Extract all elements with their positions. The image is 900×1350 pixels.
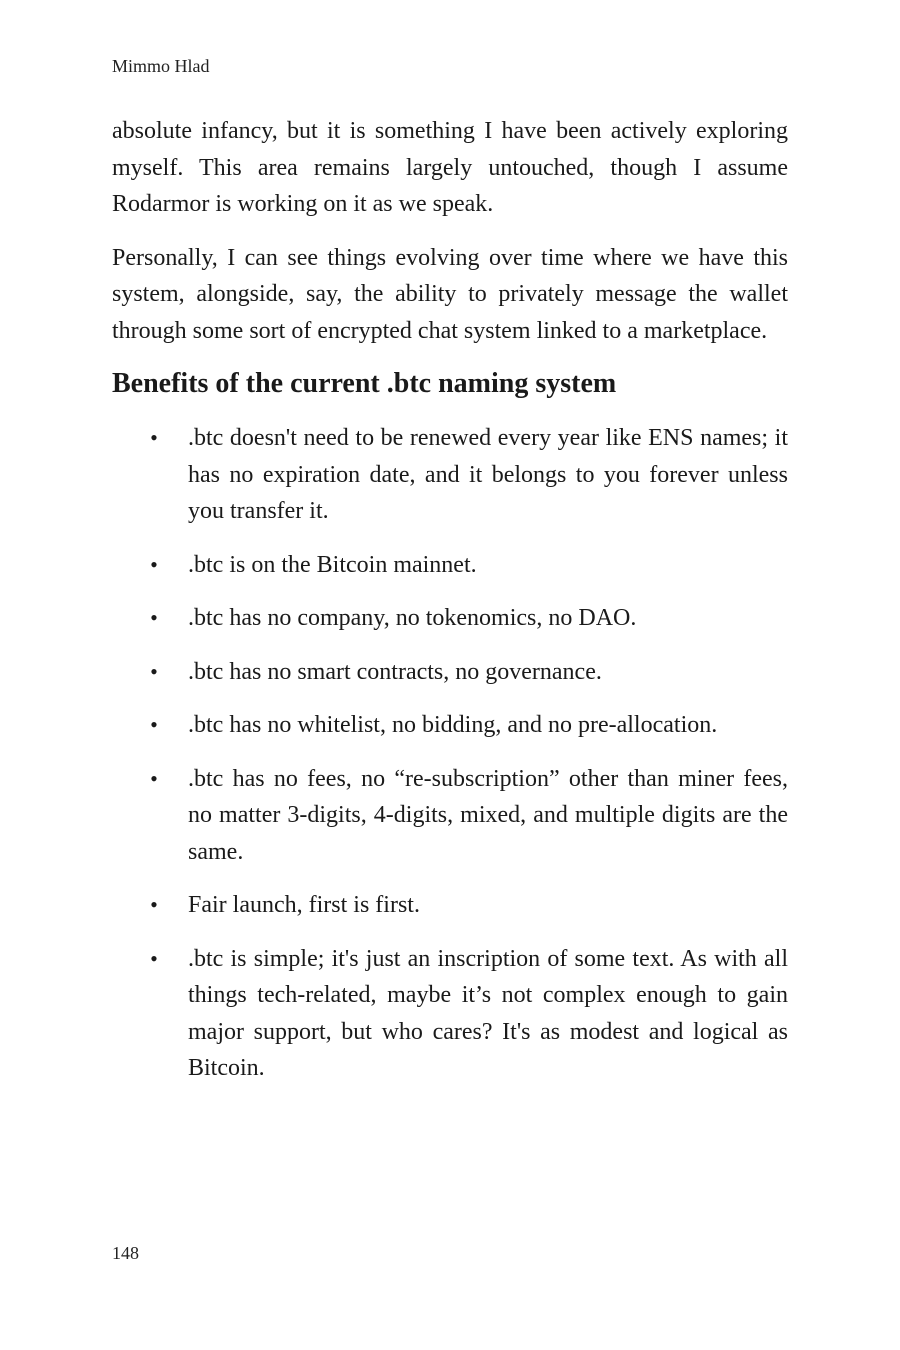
list-item (112, 761, 788, 871)
bullet-icon: • (150, 945, 158, 971)
bullet-icon: • (150, 551, 158, 577)
list-item (112, 707, 788, 744)
page-number: 148 (112, 1243, 139, 1263)
list-item-text: Fair launch, first is first. (188, 892, 420, 918)
section-heading: Benefits of the current .btc naming system (112, 368, 617, 399)
bullet-icon: • (150, 605, 158, 630)
bullet-list (112, 420, 788, 1087)
list-item-text: .btc is on the Bitcoin mainnet. (188, 551, 477, 578)
paragraph: Personally, I can see things evolving over time where we have this system, alongside, say, the ability to privately message the wallet through some sort of encrypted chat system linked to a marketplace. (112, 244, 788, 344)
running-head-author: Mimmo Hlad (112, 56, 210, 76)
list-item-text: .btc has no smart contracts, no governance. (188, 658, 602, 685)
list-item-text: .btc is simple; it's just an inscription of some text. As with all things tech-related, maybe it’s not complex enough to gain major support, but who cares? It's as modest and logical as Bitcoin. (188, 945, 788, 1081)
bullet-icon: • (150, 425, 158, 450)
list-item (112, 654, 788, 691)
bullet-icon: • (150, 765, 158, 791)
list-item (112, 887, 788, 924)
page-content (112, 113, 788, 1104)
list-item-text: .btc has no whitelist, no bidding, and no pre-allocation. (188, 712, 718, 738)
bullet-icon: • (150, 892, 158, 917)
list-item (112, 547, 788, 584)
list-item (112, 941, 788, 1087)
list-item (112, 420, 788, 530)
list-item (112, 600, 788, 637)
list-item-text: .btc has no company, no tokenomics, no DAO. (188, 605, 637, 631)
bullet-icon: • (150, 712, 158, 737)
paragraph: absolute infancy, but it is something I have been actively exploring myself. This area remains largely untouched, though I assume Rodarmor is working on it as we speak. (112, 118, 788, 217)
list-item-text: .btc has no fees, no “re-subscription” other than miner fees, no matter 3-digits, 4-digits, mixed, and multiple digits are the same. (188, 765, 788, 865)
bullet-icon: • (150, 658, 158, 684)
list-item-text: .btc doesn't need to be renewed every year like ENS names; it has no expiration date, and it belongs to you forever unless you transfer it. (188, 425, 788, 524)
